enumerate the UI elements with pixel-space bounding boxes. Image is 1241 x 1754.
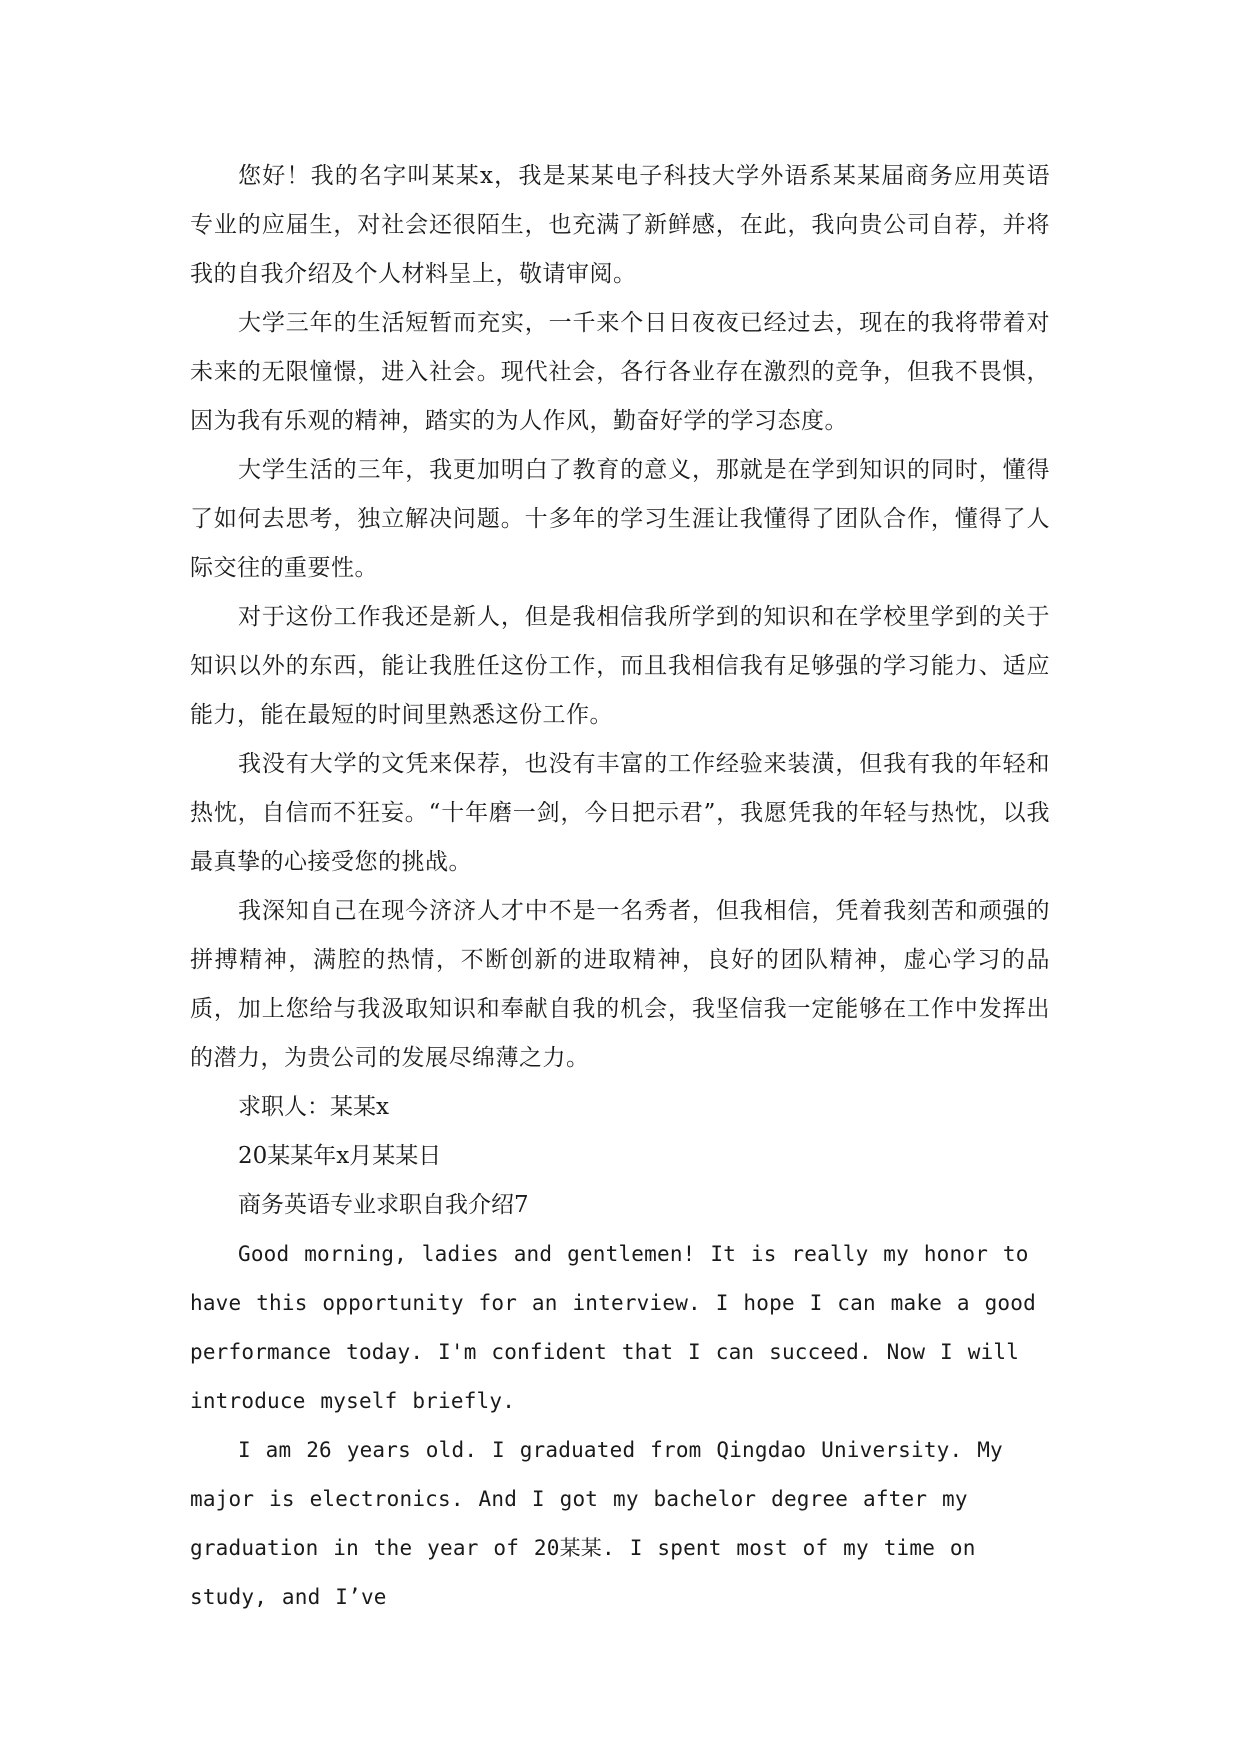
paragraph-english-greeting: Good morning, ladies and gentlemen! It is really my honor to have this opportunity for an interview. I hope I can make a good performance today. I'm confident that I can succeed. Now I will introduce myself briefly.	[190, 1242, 1036, 1413]
paragraph-job-confidence: 对于这份工作我还是新人，但是我相信我所学到的知识和在学校里学到的关于知识以外的东西，能让我胜任这份工作，而且我相信我有足够强的学习能力、适应能力，能在最短的时间里熟悉这份工作。	[190, 604, 1050, 728]
document-page	[190, 152, 1050, 1622]
paragraph-determination: 我深知自己在现今济济人才中不是一名秀者，但我相信，凭着我刻苦和顽强的拼搏精神，满腔的热情，不断创新的进取精神，良好的团队精神，虚心学习的品质，加上您给与我汲取知识和奉献自我的机会，我坚信我一定能够在工作中发挥出的潜力，为贵公司的发展尽绵薄之力。	[190, 898, 1050, 1071]
paragraph-youth-passion: 我没有大学的文凭来保荐，也没有丰富的工作经验来装潢，但我有我的年轻和热忱，自信而不狂妄。“十年磨一剑，今日把示君”，我愿凭我的年轻与热忱，以我最真挚的心接受您的挑战。	[190, 751, 1050, 875]
signature-line: 求职人：某某x	[238, 1094, 389, 1120]
paragraph-greeting: 您好！我的名字叫某某x，我是某某电子科技大学外语系某某届商务应用英语专业的应届生，对社会还很陌生，也充满了新鲜感，在此，我向贵公司自荐，并将我的自我介绍及个人材料呈上，敬请审阅。	[190, 163, 1050, 287]
paragraph-english-background: I am 26 years old. I graduated from Qingdao University. My major is electronics. And I got my bachelor degree after my graduation in the year of 20某某. I spent most of my time on study, and I’ve	[190, 1438, 1003, 1609]
section-title: 商务英语专业求职自我介绍7	[238, 1192, 529, 1218]
date-line: 20某某年x月某某日	[238, 1143, 442, 1169]
paragraph-education-meaning: 大学生活的三年，我更加明白了教育的意义，那就是在学到知识的同时，懂得了如何去思考，独立解决问题。十多年的学习生涯让我懂得了团队合作，懂得了人际交往的重要性。	[190, 457, 1050, 581]
paragraph-university-life: 大学三年的生活短暂而充实，一千来个日日夜夜已经过去，现在的我将带着对未来的无限憧憬，进入社会。现代社会，各行各业存在激烈的竞争，但我不畏惧，因为我有乐观的精神，踏实的为人作风，勤奋好学的学习态度。	[190, 310, 1050, 434]
